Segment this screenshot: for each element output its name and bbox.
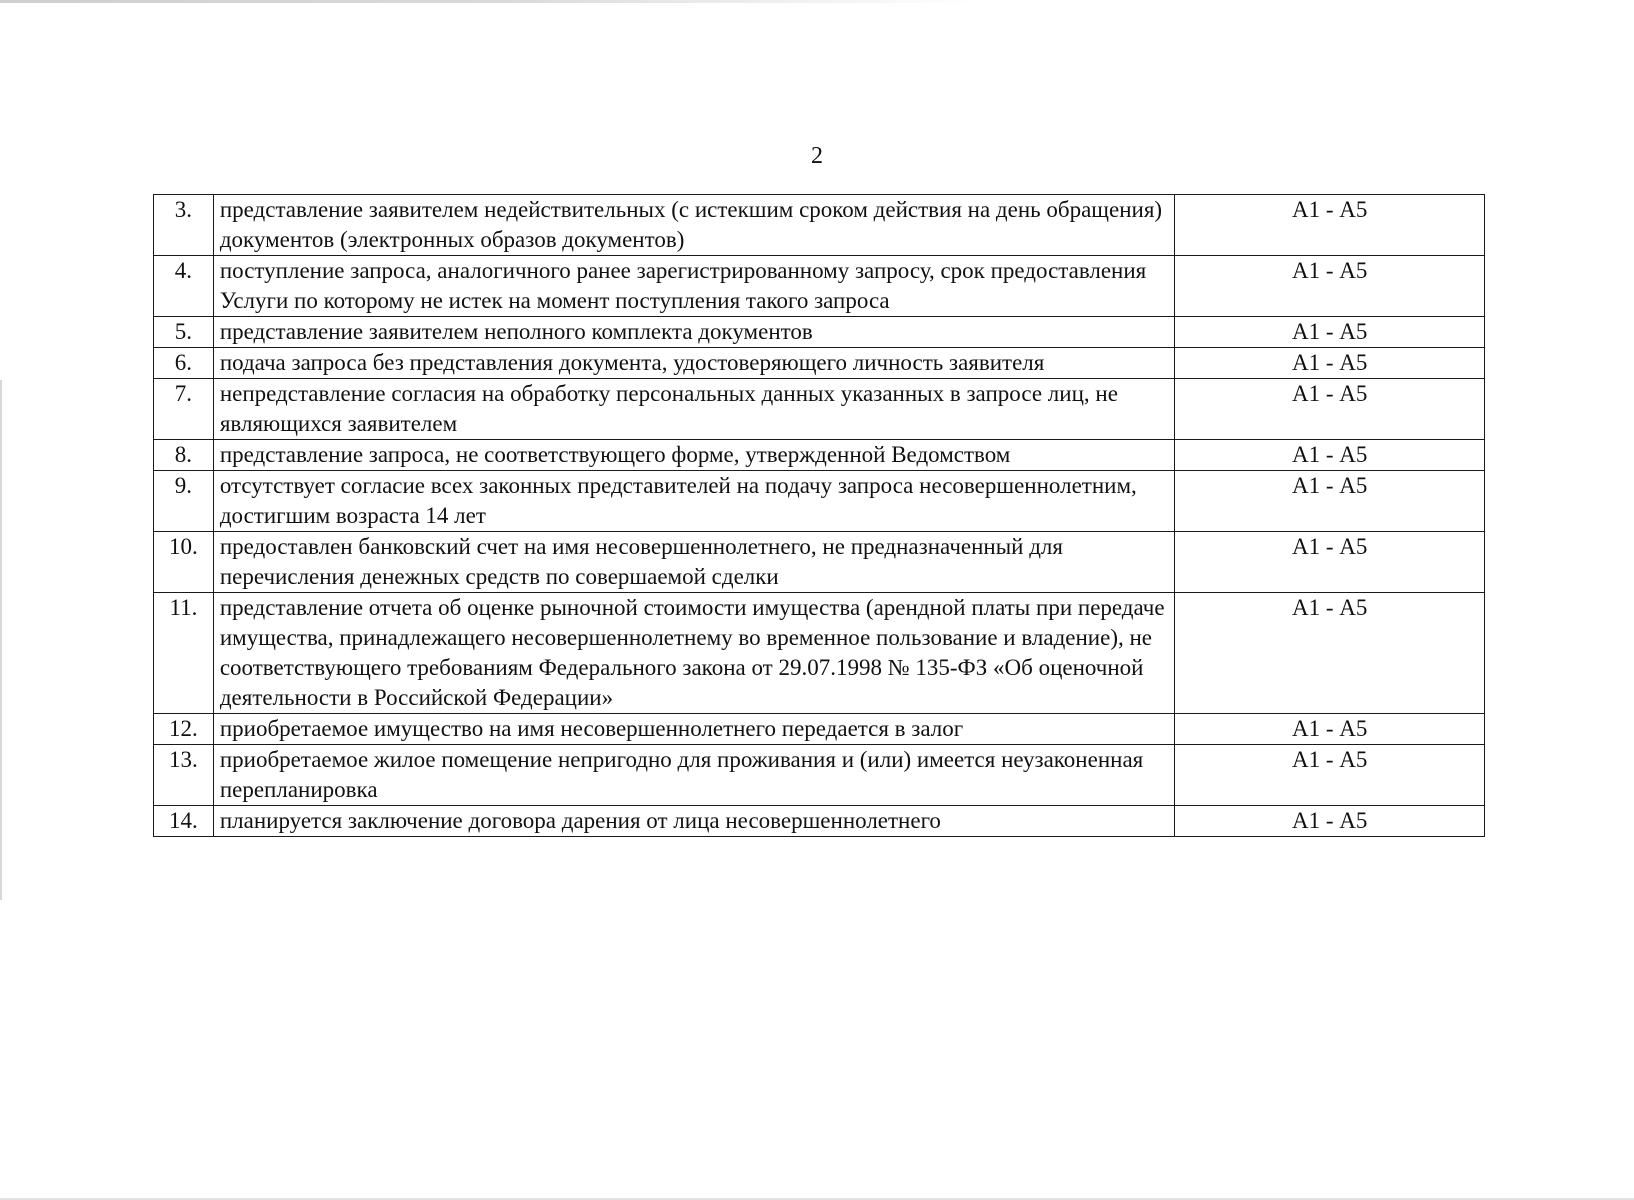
row-number: 11. (154, 593, 214, 714)
table-row (154, 714, 1485, 745)
row-code: А1 - А5 (1175, 440, 1485, 471)
row-number: 12. (154, 714, 214, 745)
row-number: 8. (154, 440, 214, 471)
row-text: непредставление согласия на обработку персональных данных указанных в запросе лиц, не являющихся заявителем (213, 379, 1175, 440)
scan-edge-left (0, 380, 2, 900)
row-text: представление заявителем неполного комплекта документов (213, 317, 1175, 348)
table-row (154, 256, 1485, 317)
table-row (154, 593, 1485, 714)
row-code: А1 - А5 (1175, 195, 1485, 256)
table-row (154, 806, 1485, 837)
row-text: представление отчета об оценке рыночной стоимости имущества (арендной платы при передаче имущества, принадлежащего несовершеннолетнему во временное пользование и владение), не соответствующего требованиям Федерального закона от 29.07.1998 № 135-ФЗ «Об оценочной деятельности в Российской Федерации» (213, 593, 1175, 714)
row-text: приобретаемое жилое помещение непригодно для проживания и (или) имеется неузаконенная перепланировка (213, 745, 1175, 806)
row-code: А1 - А5 (1175, 471, 1485, 532)
table-row (154, 195, 1485, 256)
row-text: подача запроса без представления документа, удостоверяющего личность заявителя (213, 348, 1175, 379)
row-number: 4. (154, 256, 214, 317)
row-number: 14. (154, 806, 214, 837)
row-code: А1 - А5 (1175, 593, 1485, 714)
row-text: поступление запроса, аналогичного ранее зарегистрированному запросу, срок предоставления Услуги по которому не истек на момент поступления такого запроса (213, 256, 1175, 317)
row-code: А1 - А5 (1175, 317, 1485, 348)
row-text: планируется заключение договора дарения от лица несовершеннолетнего (213, 806, 1175, 837)
table-row (154, 348, 1485, 379)
row-code: А1 - А5 (1175, 348, 1485, 379)
row-number: 5. (154, 317, 214, 348)
row-text: отсутствует согласие всех законных представителей на подачу запроса несовершеннолетним, достигшим возраста 14 лет (213, 471, 1175, 532)
table-row (154, 317, 1485, 348)
row-code: А1 - А5 (1175, 745, 1485, 806)
table-row (154, 745, 1485, 806)
row-text: представление запроса, не соответствующего форме, утвержденной Ведомством (213, 440, 1175, 471)
row-text: предоставлен банковский счет на имя несовершеннолетнего, не предназначенный для перечисления денежных средств по совершаемой сделки (213, 532, 1175, 593)
row-number: 3. (154, 195, 214, 256)
row-number: 7. (154, 379, 214, 440)
row-number: 13. (154, 745, 214, 806)
row-text: представление заявителем недействительных (с истекшим сроком действия на день обращения) документов (электронных образов документов) (213, 195, 1175, 256)
row-number: 6. (154, 348, 214, 379)
row-text: приобретаемое имущество на имя несовершеннолетнего передается в залог (213, 714, 1175, 745)
row-number: 9. (154, 471, 214, 532)
table-row (154, 440, 1485, 471)
row-code: А1 - А5 (1175, 256, 1485, 317)
row-number: 10. (154, 532, 214, 593)
scan-edge-top (0, 0, 1634, 3)
row-code: А1 - А5 (1175, 806, 1485, 837)
table-row (154, 471, 1485, 532)
table-row (154, 532, 1485, 593)
table-row (154, 379, 1485, 440)
page-number: 2 (811, 143, 823, 169)
row-code: А1 - А5 (1175, 714, 1485, 745)
refusal-grounds-table (153, 194, 1485, 837)
row-code: А1 - А5 (1175, 379, 1485, 440)
row-code: А1 - А5 (1175, 532, 1485, 593)
